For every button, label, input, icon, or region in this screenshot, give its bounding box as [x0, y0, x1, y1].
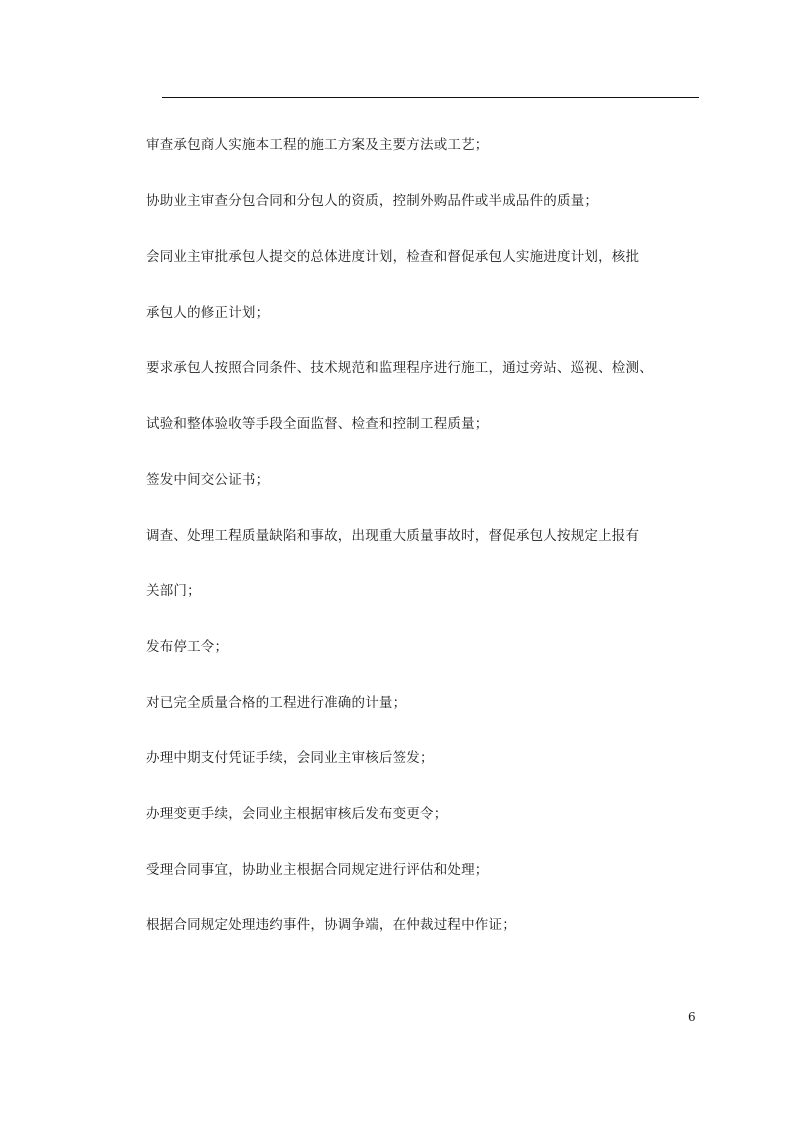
text-line: 试验和整体验收等手段全面监督、检查和控制工程质量；	[146, 416, 489, 432]
text-line: 办理中期支付凭证手续，会同业主审核后签发；	[146, 750, 434, 766]
text-line: 要求承包人按照合同条件、技术规范和监理程序进行施工，通过旁站、巡视、检测、	[146, 360, 653, 376]
text-line: 会同业主审批承包人提交的总体进度计划，检查和督促承包人实施进度计划，核批	[146, 249, 640, 265]
text-line: 对已完全质量合格的工程进行准确的计量；	[146, 695, 407, 711]
text-line: 根据合同规定处理违约事件，协调争端，在仲裁过程中作证；	[146, 917, 516, 933]
text-line: 受理合同事宜，协助业主根据合同规定进行评估和处理；	[146, 862, 489, 878]
header-rule	[162, 97, 699, 98]
text-line: 办理变更手续，会同业主根据审核后发布变更令；	[146, 806, 448, 822]
text-line: 签发中间交公证书；	[146, 472, 270, 488]
text-line: 审查承包商人实施本工程的施工方案及主要方法或工艺；	[146, 137, 489, 153]
page-number: 6	[688, 1010, 696, 1024]
text-line: 关部门；	[146, 583, 201, 599]
text-line: 协助业主审查分包合同和分包人的资质，控制外购品件或半成品件的质量；	[146, 193, 599, 209]
text-line: 承包人的修正计划；	[146, 305, 270, 321]
text-line: 调查、处理工程质量缺陷和事故，出现重大质量事故时，督促承包人按规定上报有	[146, 528, 640, 544]
text-line: 发布停工令；	[146, 639, 229, 655]
